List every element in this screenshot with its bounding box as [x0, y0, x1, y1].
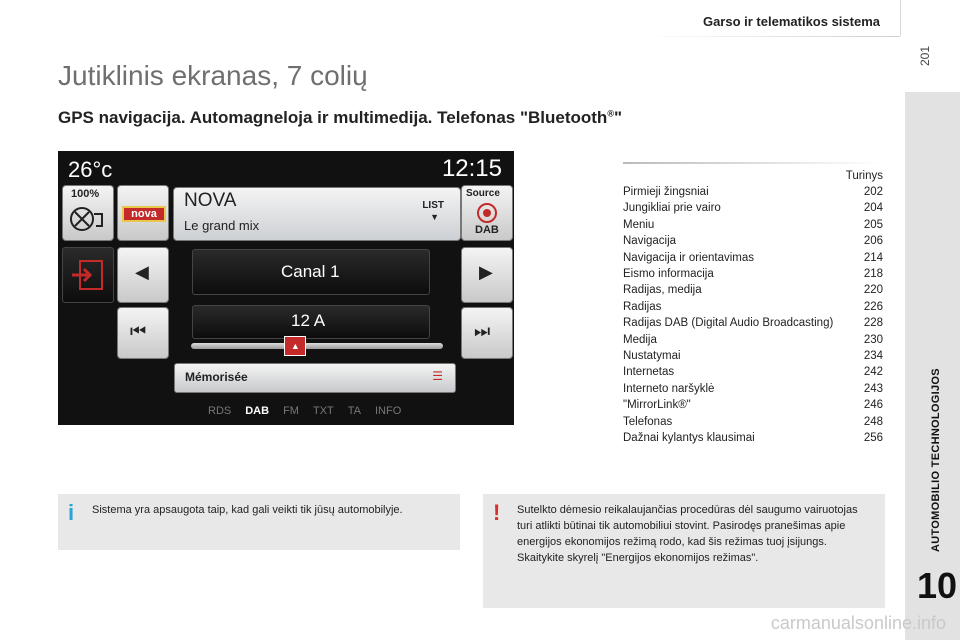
toc-item[interactable] [623, 233, 883, 249]
chapter-side-label: AUTOMOBILIO TECHNOLOGIJOS [930, 368, 942, 552]
right-arrow-tile [461, 247, 513, 303]
toc-item[interactable] [623, 414, 883, 430]
toc-item-page: 228 [863, 317, 883, 330]
next-track-tile [461, 307, 513, 359]
toc-item-label: Telefonas [623, 415, 673, 428]
table-of-contents [623, 162, 883, 447]
toc-title: Turinys [845, 170, 883, 182]
toc-item-page: 246 [863, 399, 883, 412]
station-logo-tile [117, 185, 169, 241]
toc-divider [623, 162, 883, 164]
toc-item-label: Nustatymai [623, 350, 681, 363]
band-option: RDS [208, 405, 232, 417]
exit-icon [70, 257, 106, 293]
toc-item-label: Radijas DAB (Digital Audio Broadcasting) [623, 317, 834, 330]
toc-item-label: Pirmieji žingsniai [623, 186, 709, 198]
volume-label: 100% [71, 188, 100, 200]
source-label: Source [466, 188, 500, 199]
screen-temperature: 26°c [68, 157, 113, 182]
left-arrow-icon: ◀ [135, 262, 149, 282]
toc-item-page: 230 [863, 333, 883, 346]
info-icon: i [68, 500, 75, 525]
frequency-progress-bar [191, 343, 443, 349]
toc-item-page: 248 [863, 415, 883, 428]
shuffle-icon [68, 204, 108, 234]
toc-item-label: Radijas, medija [623, 284, 702, 297]
warning-box [483, 494, 885, 608]
band-option: FM [283, 405, 299, 417]
toc-item-page: 234 [863, 350, 883, 363]
left-arrow-tile [117, 247, 169, 303]
toc-item-page: 214 [863, 251, 883, 264]
next-track-icon: ⏭ [474, 321, 491, 341]
toc-item-label: Internetas [623, 366, 675, 379]
memorised-bar [174, 363, 456, 393]
toc-item[interactable] [623, 381, 883, 397]
toc-item[interactable] [623, 430, 883, 446]
channel-name: Canal 1 [281, 262, 340, 281]
toc-item-label: Dažnai kylantys klausimai [623, 432, 755, 445]
station-name: NOVA [184, 190, 237, 211]
toc-item-page: 226 [863, 300, 883, 313]
exit-tile [62, 247, 114, 303]
toc-item[interactable] [623, 217, 883, 233]
source-tile [461, 185, 513, 241]
dab-label: DAB [475, 224, 499, 236]
station-logo: nova [122, 206, 166, 222]
chapter-number: 10 [917, 565, 958, 606]
page-subtitle [58, 108, 622, 128]
channel-panel [192, 249, 430, 295]
toc-item-label: Medija [623, 333, 657, 346]
toc-item-label: "MirrorLink®" [623, 399, 691, 412]
band-selector [208, 405, 415, 417]
toc-item-page: 202 [863, 186, 883, 198]
toc-item[interactable] [623, 282, 883, 298]
toc-item[interactable] [623, 364, 883, 380]
page-title: Jutiklinis ekranas, 7 colių [58, 60, 368, 91]
band-option: INFO [375, 405, 402, 417]
list-chevron-icon: ▼ [430, 212, 439, 222]
info-text: Sistema yra apsaugota taip, kad gali veikti tik jūsų automobilyje. [92, 504, 403, 516]
toc-item-label: Jungikliai prie vairo [623, 202, 721, 215]
toc-item-label: Navigacija ir orientavimas [623, 251, 755, 264]
band-option: DAB [245, 405, 270, 417]
info-box [58, 494, 460, 550]
volume-tile [62, 185, 114, 241]
toc-item-page: 204 [863, 202, 883, 215]
toc-item-page: 220 [863, 284, 883, 297]
toc-item[interactable] [623, 299, 883, 315]
toc-item[interactable] [623, 200, 883, 216]
subtitle-text: GPS navigacija. Automagneloja ir multimedija. Telefonas "Bluetooth [58, 108, 608, 127]
screen-clock: 12:15 [441, 155, 502, 182]
touchscreen-image [58, 151, 514, 425]
chapter-side-tab [905, 92, 960, 640]
previous-track-icon: ⏮ [130, 321, 147, 341]
frequency-slider-handle: ▲ [284, 336, 306, 356]
toc-item-page: 205 [863, 218, 883, 231]
header-divider [640, 36, 900, 37]
toc-item-page: 242 [863, 366, 883, 379]
toc-item-label: Navigacija [623, 235, 677, 248]
band-option: TXT [312, 405, 334, 417]
toc-item-page: 256 [863, 432, 883, 445]
radio-signal-icon [476, 202, 498, 224]
page-number: 201 [918, 45, 932, 66]
watermark: carmanualsonline.info [770, 613, 946, 633]
memorised-label: Mémorisée [185, 370, 248, 384]
toc-item[interactable] [623, 315, 883, 331]
header-section-title: Garso ir telematikos sistema [702, 14, 880, 29]
subtitle-registered-mark: ® [607, 108, 614, 119]
band-option: TA [347, 405, 361, 417]
toc-item[interactable] [623, 184, 883, 200]
station-info-panel [173, 187, 461, 241]
warning-icon: ! [493, 500, 501, 525]
equalizer-icon: ☰ [432, 369, 443, 383]
toc-item[interactable] [623, 250, 883, 266]
toc-item-label: Meniu [623, 218, 655, 231]
toc-item[interactable] [623, 397, 883, 413]
toc-item-label: Radijas [623, 300, 662, 313]
toc-item-label: Eismo informacija [623, 268, 714, 281]
warning-text: Sutelkto dėmesio reikalaujančias procedūras dėl saugumo vairuotojas turi atlikti būtinai tik automobiliui stovint. Pasirodęs pranešimas apie energijos ekonomijos režimą rodo, kad šis režimas tuoj įsijungs. Skaitykite skyrelį "Energijos ekonomijos režimas". [517, 504, 858, 564]
right-arrow-icon: ▶ [479, 262, 493, 282]
header-tick [900, 0, 901, 36]
list-label: LIST [422, 200, 444, 211]
toc-item[interactable] [623, 266, 883, 282]
toc-item-page: 206 [863, 235, 883, 248]
toc-item-page: 218 [863, 268, 883, 281]
frequency-value: 12 A [291, 311, 326, 330]
station-program: Le grand mix [184, 218, 260, 233]
toc-item-label: Interneto naršyklė [623, 382, 715, 395]
previous-track-tile [117, 307, 169, 359]
frequency-panel [192, 305, 430, 339]
toc-item[interactable] [623, 348, 883, 364]
toc-item-page: 243 [863, 382, 883, 395]
toc-item[interactable] [623, 332, 883, 348]
subtitle-end: " [613, 108, 623, 127]
